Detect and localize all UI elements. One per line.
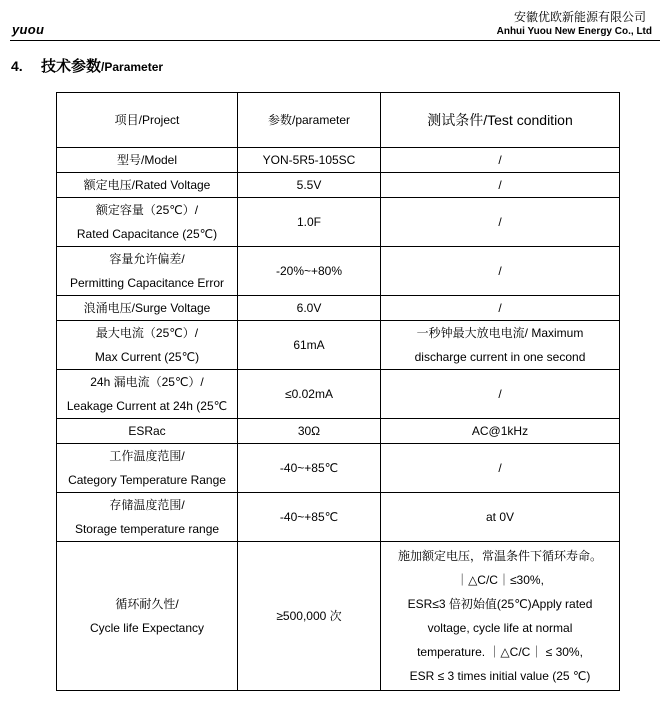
condition-line: ESR≤3 倍初始值(25℃)Apply rated bbox=[407, 597, 593, 611]
parameter-cell: ≤0.02mA bbox=[238, 370, 381, 419]
parameter-cell: -40~+85℃ bbox=[238, 493, 381, 542]
condition-line: voltage, cycle life at normal bbox=[427, 621, 573, 635]
condition-line: 施加额定电压，常温条件下循环寿命。 bbox=[397, 549, 602, 563]
condition-cell: / bbox=[381, 444, 620, 493]
project-label-cn: 24h 漏电流（25℃）/ bbox=[90, 375, 204, 389]
project-label-en: Cycle life Expectancy bbox=[89, 621, 205, 635]
project-label-en: Category Temperature Range bbox=[68, 473, 226, 487]
condition-cell: / bbox=[381, 247, 620, 296]
table-row bbox=[57, 321, 620, 370]
table-row bbox=[57, 247, 620, 296]
parameter-cell: 61mA bbox=[238, 321, 381, 370]
condition-line: discharge current in one second bbox=[414, 350, 586, 364]
condition-cell: / bbox=[381, 148, 620, 173]
project-label: 额定电压/Rated Voltage bbox=[83, 178, 211, 192]
condition-line: ｜△C/C｜≤30%, bbox=[456, 573, 544, 587]
condition-cell: / bbox=[381, 296, 620, 321]
company-name-en: Anhui Yuou New Energy Co., Ltd bbox=[496, 26, 652, 37]
table-row bbox=[57, 419, 620, 444]
project-cell bbox=[57, 370, 238, 419]
table-row bbox=[57, 296, 620, 321]
project-cell bbox=[57, 419, 238, 444]
table-row bbox=[57, 198, 620, 247]
parameter-cell: YON-5R5-105SC bbox=[238, 148, 381, 173]
table-header-row bbox=[57, 93, 620, 148]
project-cell bbox=[57, 198, 238, 247]
project-label-en: Rated Capacitance (25℃) bbox=[76, 227, 218, 241]
project-label: 浪涌电压/Surge Voltage bbox=[83, 301, 211, 315]
parameter-cell: 6.0V bbox=[238, 296, 381, 321]
condition-cell bbox=[381, 321, 620, 370]
page-header bbox=[10, 6, 660, 42]
table-row bbox=[57, 542, 620, 691]
project-label-en: Max Current (25℃) bbox=[94, 350, 200, 364]
project-label-cn: 循环耐久性/ bbox=[115, 597, 179, 611]
section-title bbox=[11, 55, 163, 76]
parameter-cell: ≥500,000 次 bbox=[238, 542, 381, 691]
parameter-cell: 5.5V bbox=[238, 173, 381, 198]
project-cell bbox=[57, 493, 238, 542]
project-cell bbox=[57, 296, 238, 321]
condition-line: 一秒钟最大放电电流/ Maximum bbox=[416, 326, 584, 340]
company-logo: yuou bbox=[12, 22, 45, 37]
condition-cell bbox=[381, 542, 620, 691]
parameter-cell: 1.0F bbox=[238, 198, 381, 247]
project-label-en: Leakage Current at 24h (25℃ bbox=[66, 399, 228, 413]
project-label-cn: 额定容量（25℃）/ bbox=[95, 203, 199, 217]
header-divider bbox=[10, 40, 660, 41]
parameter-table bbox=[56, 92, 620, 691]
table-row bbox=[57, 493, 620, 542]
project-cell bbox=[57, 321, 238, 370]
project-cell bbox=[57, 148, 238, 173]
header-parameter: 参数/parameter bbox=[238, 93, 381, 148]
project-cell bbox=[57, 444, 238, 493]
project-label-cn: 存储温度范围/ bbox=[109, 498, 185, 512]
project-label: 型号/Model bbox=[116, 153, 178, 167]
table-row bbox=[57, 173, 620, 198]
condition-cell: / bbox=[381, 198, 620, 247]
section-number: 4. bbox=[11, 58, 23, 74]
project-label-en: Storage temperature range bbox=[74, 522, 220, 536]
condition-line: temperature. ｜△C/C｜ ≤ 30%, bbox=[417, 645, 583, 659]
header-test-condition: 测试条件/Test condition bbox=[381, 93, 620, 148]
section-title-cn: 技术参数 bbox=[41, 57, 102, 75]
parameter-cell: -20%~+80% bbox=[238, 247, 381, 296]
parameter-cell: 30Ω bbox=[238, 419, 381, 444]
project-label-cn: 容量允许偏差/ bbox=[109, 252, 185, 266]
condition-line: ESR ≤ 3 times initial value (25 ℃) bbox=[409, 669, 591, 683]
table-row bbox=[57, 148, 620, 173]
table-row bbox=[57, 444, 620, 493]
header-project: 项目/Project bbox=[57, 93, 238, 148]
project-cell bbox=[57, 542, 238, 691]
parameter-cell: -40~+85℃ bbox=[238, 444, 381, 493]
project-cell bbox=[57, 247, 238, 296]
condition-cell: / bbox=[381, 370, 620, 419]
condition-cell: AC@1kHz bbox=[381, 419, 620, 444]
section-title-en: /Parameter bbox=[101, 60, 164, 74]
table-row bbox=[57, 370, 620, 419]
condition-cell: at 0V bbox=[381, 493, 620, 542]
project-cell bbox=[57, 173, 238, 198]
company-name-cn: 安徽优欧新能源有限公司 bbox=[513, 10, 646, 24]
project-label-cn: 工作温度范围/ bbox=[109, 449, 185, 463]
condition-cell: / bbox=[381, 173, 620, 198]
project-label: ESRac bbox=[128, 424, 166, 438]
project-label-cn: 最大电流（25℃）/ bbox=[95, 326, 199, 340]
project-label-en: Permitting Capacitance Error bbox=[69, 276, 225, 290]
